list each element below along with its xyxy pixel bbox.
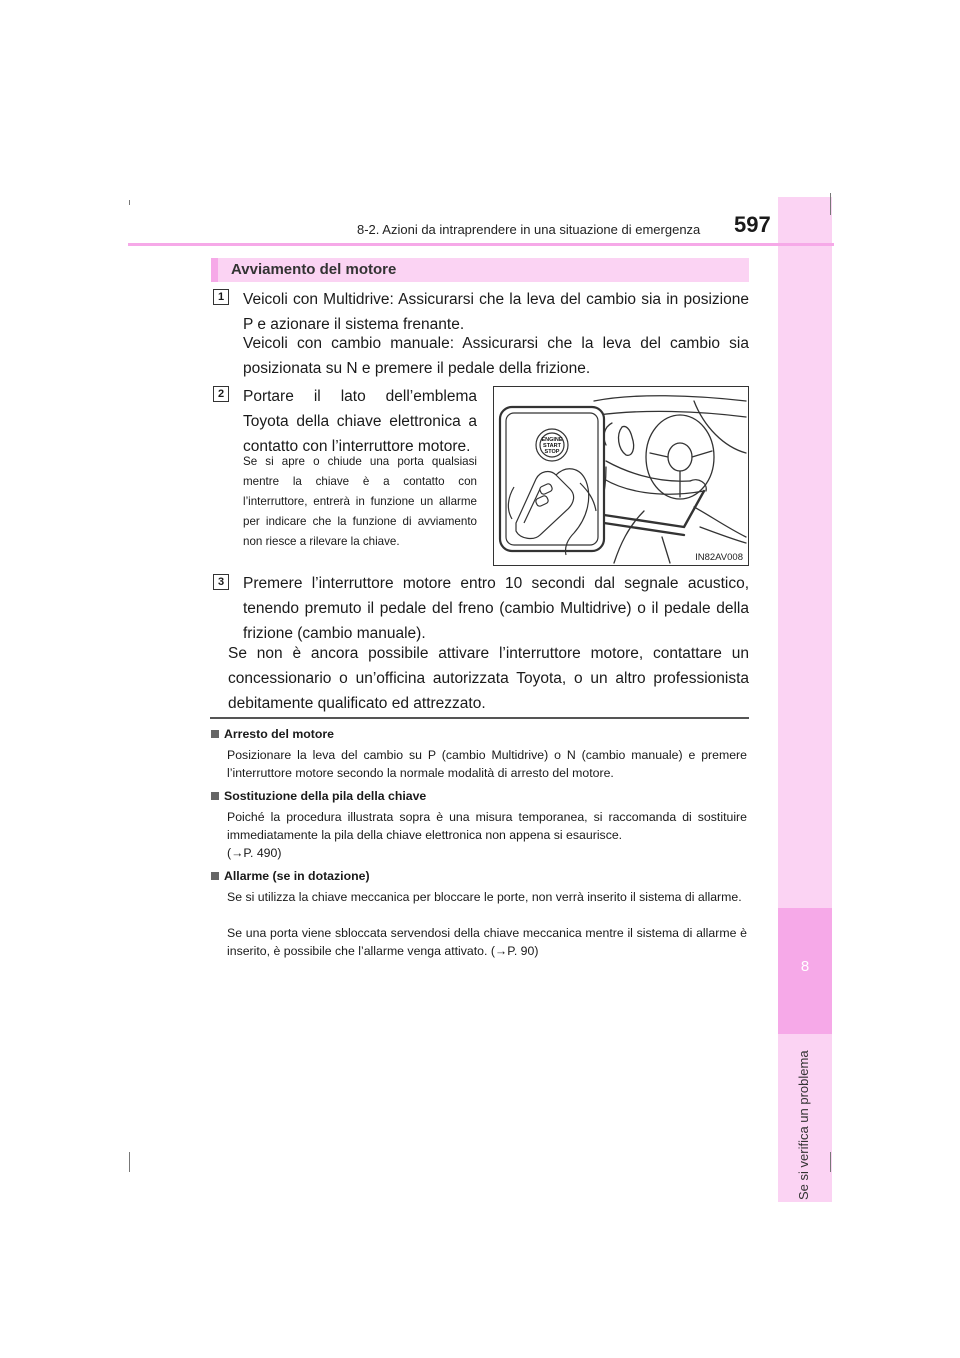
button-text-start: START <box>543 443 561 449</box>
step-number: 3 <box>213 574 229 590</box>
square-bullet-icon <box>211 872 219 880</box>
step-2-text: Portare il lato dell’emblema Toyota della chiave elettronica a contatto con l’interruttore motore. <box>243 388 477 455</box>
step-number: 1 <box>213 289 229 305</box>
header-rule <box>128 243 834 246</box>
note-body: Poiché la procedura illustrata sopra è una misura temporanea, si raccomanda di sostituire immediatamente la pila della chiave elettronica non appena si esaurisce. <box>227 810 747 842</box>
step-1-paragraph-2: Veicoli con cambio manuale: Assicurarsi che la leva del cambio sia posizionata su N e premere il pedale della frizione. <box>243 335 749 377</box>
key-to-switch-illustration <box>493 386 749 566</box>
note-heading <box>211 727 334 741</box>
crop-mark <box>830 193 831 215</box>
square-bullet-icon <box>211 730 219 738</box>
crop-mark <box>830 1152 831 1172</box>
page-number: 597 <box>734 212 771 237</box>
chapter-number: 8 <box>800 958 810 975</box>
page-reference: (→P. 490) <box>227 846 282 860</box>
square-bullet-icon <box>211 792 219 800</box>
crop-mark <box>129 1152 130 1172</box>
section-path: 8-2. Azioni da intraprendere in una situazione di emergenza <box>357 222 701 237</box>
step-1-paragraph-1: Veicoli con Multidrive: Assicurarsi che la leva del cambio sia in posizione P e azionare il sistema frenante. <box>243 291 749 333</box>
note-heading <box>211 789 426 803</box>
step-number: 2 <box>213 386 229 402</box>
note-body: Se si utilizza la chiave meccanica per bloccare le porte, non verrà inserito il sistema di allarme. <box>227 890 742 904</box>
step-2-note: Se si apre o chiude una porta qualsiasi mentre la chiave è a contatto con l’interruttore, entrerà in funzione un allarme per indicare che la funzione di avviamento non riesce a rilevare la chiave. <box>243 455 477 548</box>
step-3-text: Premere l’interruttore motore entro 10 secondi dal segnale acustico, tenendo premuto il pedale del freno (cambio Multidrive) o il pedale della frizione (cambio manuale). <box>243 575 749 642</box>
note-title: Sostituzione della pila della chiave <box>224 789 427 803</box>
note-heading <box>211 869 370 883</box>
divider <box>210 717 749 719</box>
note-body: Posizionare la leva del cambio su P (cambio Multidrive) o N (cambio manuale) e premere l’interruttore motore secondo la normale modalità di arresto del motore. <box>227 748 747 780</box>
note-title: Allarme (se in dotazione) <box>224 869 370 883</box>
closing-paragraph: Se non è ancora possibile attivare l’interruttore motore, contattare un concessionario o un’officina autorizzata Toyota, o un altro professionista debitamente qualificato ed attrezzato. <box>228 645 749 712</box>
note-title: Arresto del motore <box>224 727 335 741</box>
note-body: Se una porta viene sbloccata servendosi della chiave meccanica mentre il sistema di allarme è inserito, è possibile che l’allarme venga attivato. (→P. 90) <box>227 926 747 958</box>
section-title: Avviamento del motore <box>231 261 397 278</box>
illustration-code: IN82AV008 <box>695 552 743 563</box>
illustration-drawing <box>494 387 748 565</box>
button-text-engine: ENGINE <box>541 437 563 443</box>
section-heading <box>211 258 749 282</box>
crop-mark <box>129 200 130 205</box>
button-text-stop: STOP <box>544 449 560 455</box>
chapter-title: Se si verifica un problema <box>796 1050 811 1200</box>
